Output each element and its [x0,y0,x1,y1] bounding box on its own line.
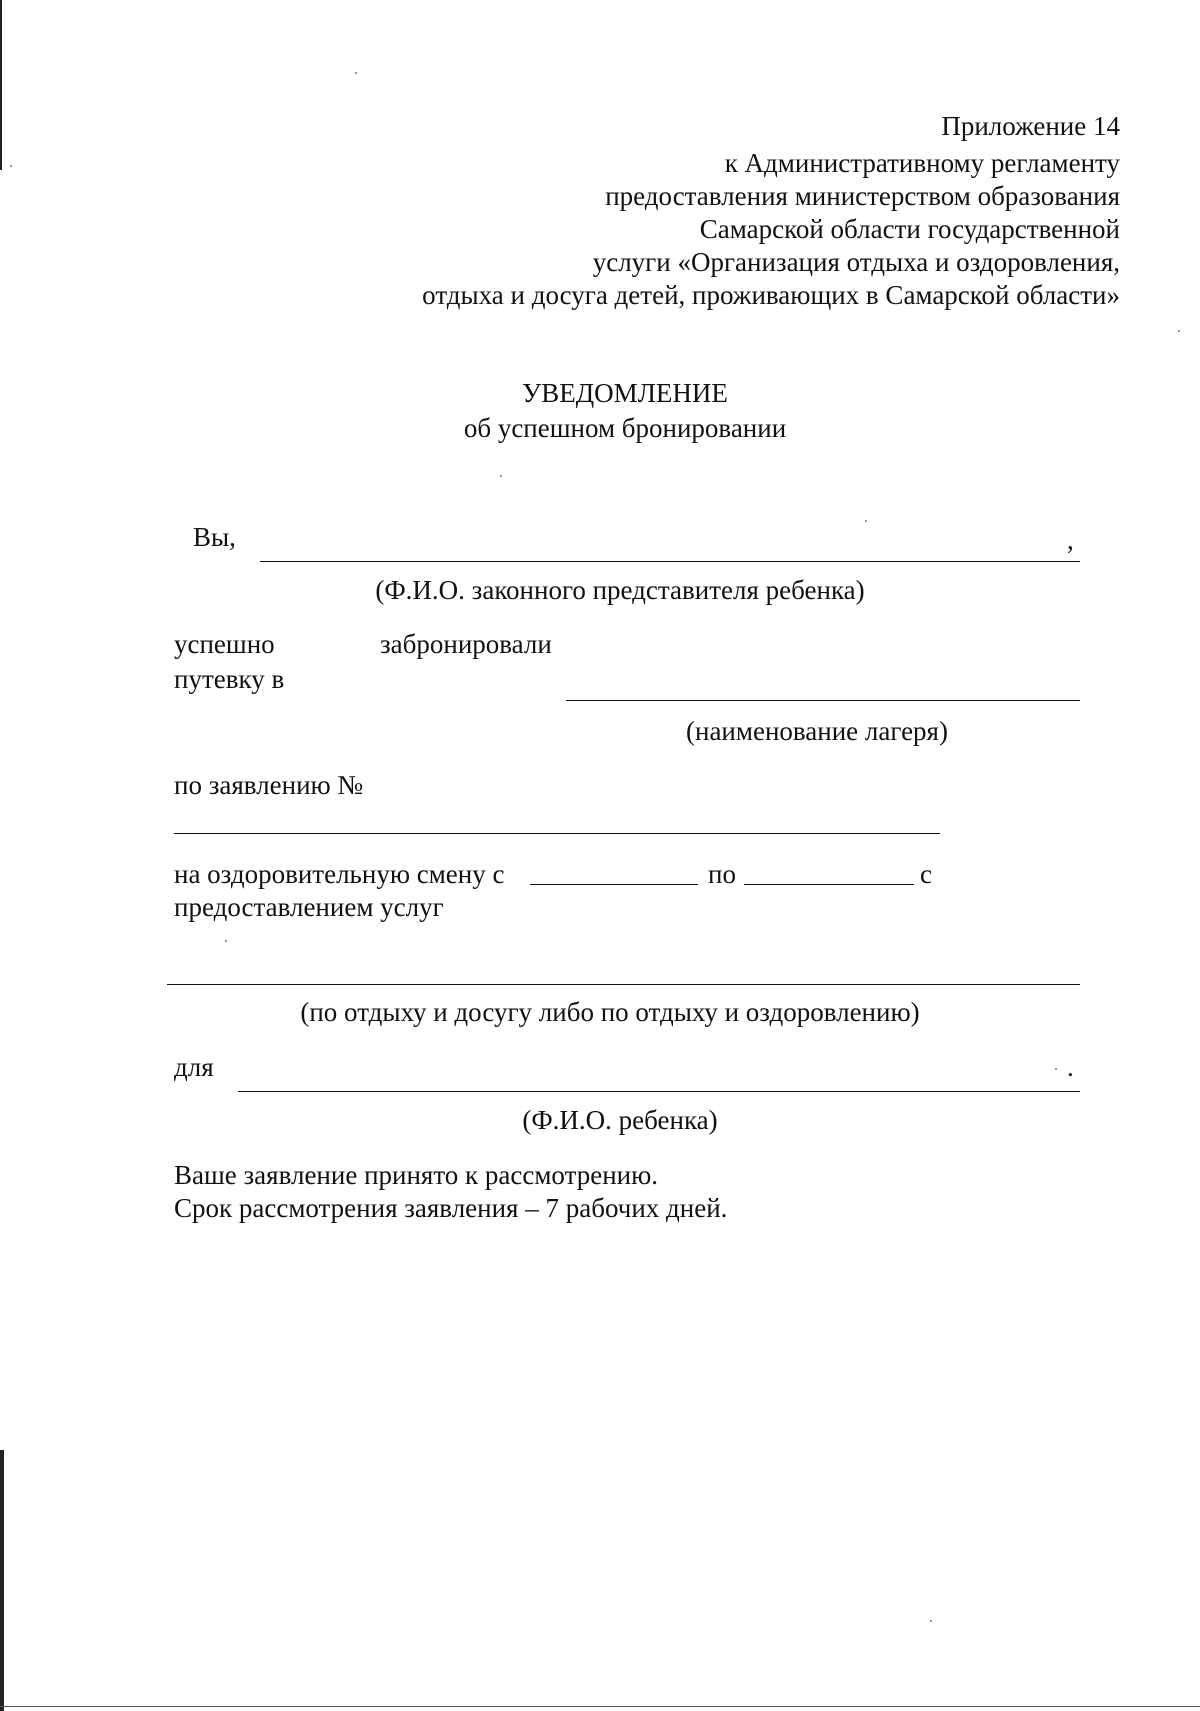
child-name-caption: (Ф.И.О. ребенка) [522,1105,718,1135]
scan-speck [930,1620,932,1622]
camp-name-line [566,700,1080,701]
scan-speck [355,72,357,74]
document-title: УВЕДОМЛЕНИЕ [522,378,728,408]
scan-speck [1178,330,1180,332]
scan-edge-footer [0,1706,1200,1707]
parent-name-comma: , [1067,525,1074,555]
scan-speck [1055,1068,1057,1070]
scan-speck [500,475,502,477]
child-name-period: . [1067,1052,1074,1082]
voucher-label: путевку в [174,664,285,694]
document-subtitle: об успешном бронировании [463,413,787,443]
header-line-5: услуги «Организация отдыха и оздоровления, [592,247,1120,277]
camp-name-caption: (наименование лагеря) [686,716,948,746]
parent-name-line [260,561,1080,562]
scan-edge-bottom [0,1450,4,1711]
scan-edge-top [0,0,2,170]
shift-start-line [530,884,698,885]
scan-speck [10,165,12,167]
services-caption: (по отдыху и досугу либо по отдыху и оздоровлению) [300,997,920,1027]
scan-speck [225,940,227,942]
parent-name-caption: (Ф.И.О. законного представителя ребенка) [375,575,865,605]
application-label: по заявлению № [174,770,364,800]
header-line-2: к Административному регламенту [724,148,1120,178]
shift-to-label: по [708,859,736,889]
shift-from-label: на оздоровительную смену с [174,859,505,889]
shift-end-line [744,884,914,885]
you-label: Вы, [193,522,236,552]
booked-word: забронировали [380,629,552,659]
services-line [167,984,1080,985]
header-line-3: предоставления министерством образования [605,181,1120,211]
scan-speck [865,520,867,522]
shift-with-label: с [920,859,932,889]
header-line-4: Самарской области государственной [699,214,1120,244]
for-label: для [174,1052,214,1082]
child-name-line [238,1091,1080,1092]
header-line-1: Приложение 14 [941,111,1120,141]
review-term-text: Срок рассмотрения заявления – 7 рабочих дней. [174,1193,728,1223]
success-word: успешно [174,629,275,659]
application-accepted-text: Ваше заявление принято к рассмотрению. [174,1160,659,1190]
services-label: предоставлением услуг [174,892,444,922]
application-number-line [174,833,940,834]
header-line-6: отдыха и досуга детей, проживающих в Самарской области» [422,280,1120,310]
